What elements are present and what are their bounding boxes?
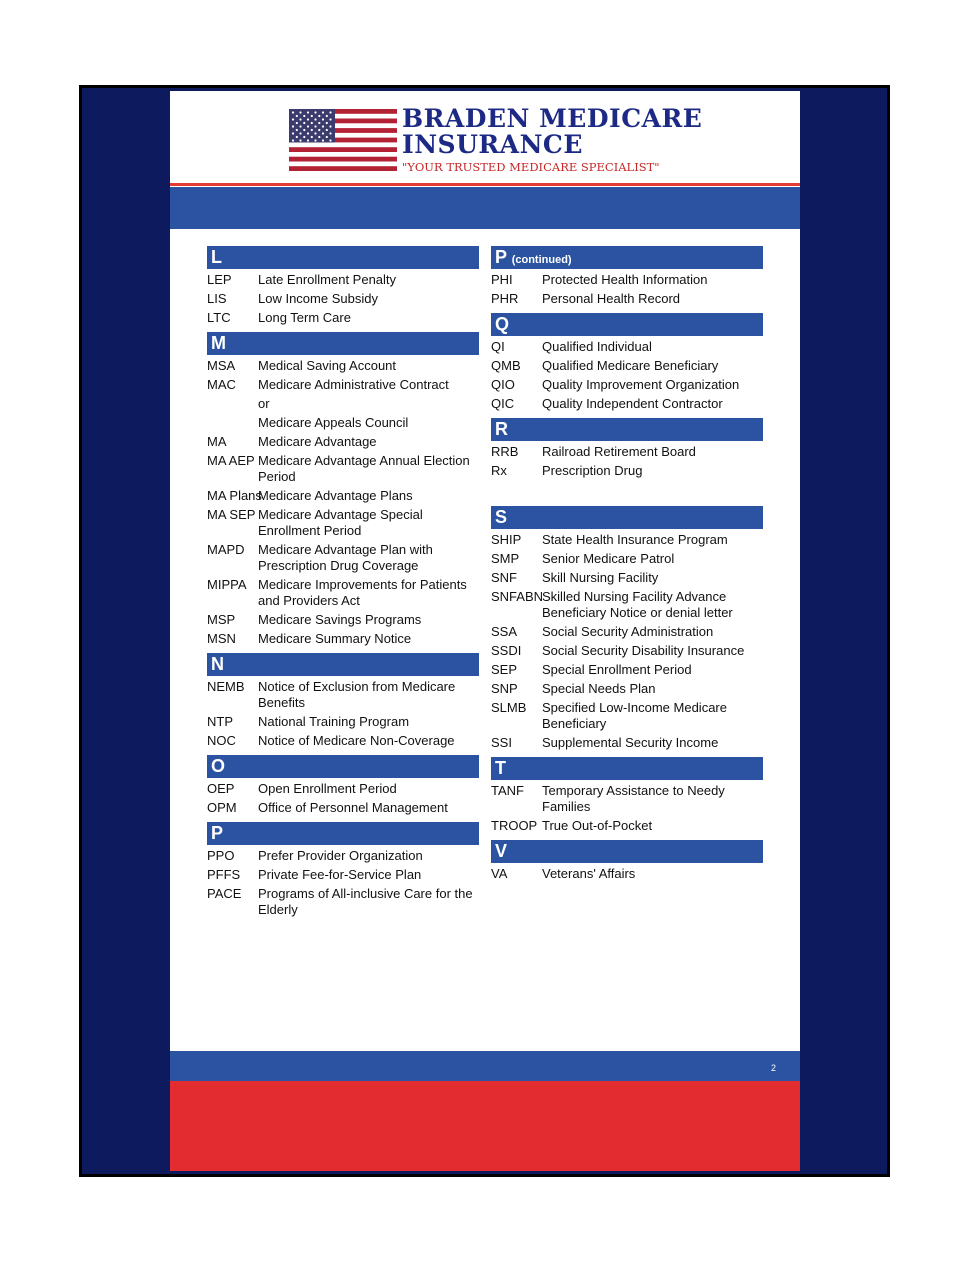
entry-abbreviation: QIC (491, 396, 515, 411)
glossary-section-s (491, 506, 763, 751)
entry-abbreviation: SNFABN (491, 589, 544, 604)
glossary-section-m (207, 332, 479, 647)
entry-abbreviation: SNP (491, 681, 518, 696)
brand-tagline: "YOUR TRUSTED MEDICARE SPECIALIST" (402, 160, 660, 174)
entry-term: True Out-of-Pocket (542, 818, 653, 833)
entry-abbreviation: PACE (207, 886, 242, 901)
entry-abbreviation: RRB (491, 444, 519, 459)
section-letter: T (495, 758, 506, 778)
entry-term: Veterans' Affairs (542, 866, 636, 881)
entry-abbreviation: VA (491, 866, 508, 881)
section-letter: O (211, 756, 226, 776)
entry-term: Private Fee-for-Service Plan (258, 867, 422, 882)
glossary-entry (491, 339, 763, 355)
entry-term: Medicare Advantage (258, 434, 377, 449)
entry-term: Qualified Individual (542, 339, 652, 354)
glossary-entry (207, 867, 479, 883)
entry-term: Medicare Advantage Plan with Prescription Drug Coverage (258, 542, 433, 573)
section-letter: P (211, 823, 224, 843)
entry-abbreviation: PPO (207, 848, 235, 863)
entry-term: Notice of Medicare Non-Coverage (258, 733, 455, 748)
section-header (491, 246, 763, 269)
entry-term: Low Income Subsidy (258, 291, 378, 306)
entry-abbreviation: NTP (207, 714, 233, 729)
entry-abbreviation: MAC (207, 377, 236, 392)
entry-abbreviation: PHR (491, 291, 519, 306)
entry-abbreviation: SSA (491, 624, 518, 639)
glossary-entry (207, 434, 479, 450)
entry-term: Personal Health Record (542, 291, 681, 306)
entry-term: Railroad Retirement Board (542, 444, 696, 459)
entry-abbreviation: MAPD (207, 542, 245, 557)
glossary-entry (491, 643, 763, 659)
glossary-entry (207, 577, 479, 609)
entry-term: Medicare Administrative Contract (258, 377, 449, 392)
glossary-entry (207, 291, 479, 307)
entry-term: Medical Saving Account (258, 358, 397, 373)
section-subtitle: (continued) (511, 254, 572, 266)
entry-term: Prescription Drug (542, 463, 643, 478)
section-header (207, 822, 479, 845)
entry-term: Senior Medicare Patrol (542, 551, 675, 566)
section-letter: M (211, 333, 226, 353)
glossary-section-t (491, 757, 763, 834)
entry-abbreviation: OPM (207, 800, 237, 815)
section-letter: S (495, 507, 508, 527)
entry-abbreviation: SLMB (491, 700, 527, 715)
brand-name-line2: INSURANCE (402, 130, 583, 159)
glossary-entry (207, 453, 479, 485)
entry-abbreviation: Rx (491, 463, 507, 478)
entry-term: Quality Independent Contractor (542, 396, 723, 411)
entry-abbreviation: MA AEP (207, 453, 255, 468)
glossary-section-p (207, 822, 479, 918)
entry-abbreviation: SSI (491, 735, 512, 750)
glossary-left-column (207, 246, 479, 924)
section-letter: L (211, 247, 222, 267)
entry-term: Social Security Disability Insurance (542, 643, 745, 658)
document-page (170, 91, 800, 1171)
glossary-section-l (207, 246, 479, 326)
glossary-entry (207, 542, 479, 574)
glossary-entry (491, 662, 763, 678)
glossary-entry (207, 714, 479, 730)
glossary-entry (207, 886, 479, 918)
entry-abbreviation: PFFS (207, 867, 241, 882)
entry-abbreviation: QMB (491, 358, 521, 373)
glossary-entry (207, 310, 479, 326)
entry-term: Supplemental Security Income (542, 735, 719, 750)
glossary-entry (207, 272, 479, 288)
glossary-entry (207, 781, 479, 797)
entry-term: or (258, 396, 270, 411)
section-letter: P (495, 247, 507, 267)
glossary-entry (207, 507, 479, 539)
entry-term: Medicare Advantage Special Enrollment Period (258, 507, 423, 538)
glossary-entry (207, 377, 479, 393)
glossary-entry (207, 800, 479, 816)
section-header (491, 418, 763, 441)
entry-abbreviation: SNF (491, 570, 517, 585)
glossary-entry (491, 589, 763, 621)
entry-abbreviation: MA SEP (207, 507, 256, 522)
entry-abbreviation: LIS (207, 291, 227, 306)
entry-abbreviation: MSA (207, 358, 236, 373)
glossary-section-o (207, 755, 479, 816)
us-flag-icon (289, 109, 397, 171)
section-header (207, 755, 479, 778)
glossary-entry (207, 396, 479, 412)
section-header (491, 313, 763, 336)
entry-term: Special Enrollment Period (542, 662, 692, 677)
section-header (491, 757, 763, 780)
glossary-entry (207, 631, 479, 647)
entry-abbreviation (207, 415, 258, 431)
entry-abbreviation: TROOP (491, 818, 538, 833)
entry-term: State Health Insurance Program (542, 532, 728, 547)
glossary-entry (207, 848, 479, 864)
entry-abbreviation: PHI (491, 272, 513, 287)
glossary-entry (491, 444, 763, 460)
section-header (207, 653, 479, 676)
section-header (207, 246, 479, 269)
entry-term: Specified Low-Income Medicare Beneficiary (542, 700, 727, 731)
entry-term: Medicare Advantage Plans (258, 488, 413, 503)
glossary-entry (491, 681, 763, 697)
company-logo (278, 96, 703, 182)
brand-name-line1: BRADEN MEDICARE (402, 104, 703, 133)
entry-term: Medicare Appeals Council (258, 415, 409, 430)
glossary-section-v (491, 840, 763, 882)
page-number: 2 (770, 1063, 776, 1073)
section-header (491, 506, 763, 529)
title-bar (170, 187, 800, 229)
entry-term: Office of Personnel Management (258, 800, 448, 815)
glossary-entry (207, 679, 479, 711)
entry-term: Notice of Exclusion from Medicare Benefits (258, 679, 456, 710)
glossary-entry (491, 783, 763, 815)
glossary-entry (207, 488, 479, 504)
entry-abbreviation: SSDI (491, 643, 522, 658)
glossary-entry (491, 291, 763, 307)
glossary-entry (491, 358, 763, 374)
glossary-entry (491, 551, 763, 567)
entry-abbreviation: NEMB (207, 679, 245, 694)
glossary-entry (491, 735, 763, 751)
glossary-section-q (491, 313, 763, 412)
entry-abbreviation: SHIP (491, 532, 522, 547)
entry-term: Medicare Savings Programs (258, 612, 422, 627)
entry-term: Skill Nursing Facility (542, 570, 659, 585)
entry-abbreviation: MA Plans (207, 488, 262, 503)
glossary-entry (491, 624, 763, 640)
section-header (207, 332, 479, 355)
entry-term: Prefer Provider Organization (258, 848, 423, 863)
entry-term: Qualified Medicare Beneficiary (542, 358, 719, 373)
glossary-entry (491, 700, 763, 732)
glossary-entry (491, 463, 763, 479)
glossary-entry (207, 733, 479, 749)
entry-abbreviation: MSP (207, 612, 236, 627)
entry-abbreviation: OEP (207, 781, 235, 796)
entry-term: Skilled Nursing Facility Advance Beneficiary Notice or denial letter (542, 589, 733, 620)
glossary-section-r (491, 418, 763, 479)
glossary-entry (207, 612, 479, 628)
entry-term: Medicare Summary Notice (258, 631, 412, 646)
entry-term: Open Enrollment Period (258, 781, 397, 796)
glossary-entry (207, 415, 479, 431)
glossary-entry (207, 358, 479, 374)
entry-abbreviation: LEP (207, 272, 232, 287)
entry-term: Temporary Assistance to Needy Families (542, 783, 725, 814)
entry-abbreviation: MIPPA (207, 577, 247, 592)
glossary-entry (491, 818, 763, 834)
entry-term: Special Needs Plan (542, 681, 656, 696)
section-letter: R (495, 419, 508, 439)
entry-term: Late Enrollment Penalty (258, 272, 397, 287)
glossary-right-column (491, 246, 763, 888)
glossary-entry (491, 272, 763, 288)
entry-term: National Training Program (258, 714, 410, 729)
entry-abbreviation (207, 396, 258, 412)
entry-term: Medicare Advantage Annual Election Period (258, 453, 470, 484)
section-letter: Q (495, 314, 510, 334)
entry-term: Quality Improvement Organization (542, 377, 740, 392)
entry-abbreviation: NOC (207, 733, 236, 748)
glossary-entry (491, 396, 763, 412)
entry-term: Protected Health Information (542, 272, 708, 287)
section-spacer (491, 485, 763, 506)
section-letter: N (211, 654, 224, 674)
footer-red-block (170, 1081, 800, 1171)
entry-abbreviation: MSN (207, 631, 236, 646)
section-letter: V (495, 841, 508, 861)
entry-abbreviation: MA (207, 434, 227, 449)
entry-abbreviation: TANF (491, 783, 524, 798)
glossary-entry (491, 866, 763, 882)
glossary-entry (491, 532, 763, 548)
entry-abbreviation: SMP (491, 551, 520, 566)
entry-term: Social Security Administration (542, 624, 714, 639)
page-frame (79, 85, 890, 1177)
glossary-entry (491, 570, 763, 586)
header-divider (170, 183, 800, 186)
glossary-section-n (207, 653, 479, 749)
entry-abbreviation: QIO (491, 377, 515, 392)
entry-term: Medicare Improvements for Patients and Providers Act (258, 577, 467, 608)
entry-abbreviation: LTC (207, 310, 231, 325)
glossary-section-p (491, 246, 763, 307)
glossary-entry (491, 377, 763, 393)
entry-term: Programs of All-inclusive Care for the Elderly (258, 886, 473, 917)
section-header (491, 840, 763, 863)
footer-bar (170, 1051, 800, 1081)
entry-abbreviation: SEP (491, 662, 518, 677)
entry-abbreviation: QI (491, 339, 505, 354)
entry-term: Long Term Care (258, 310, 351, 325)
